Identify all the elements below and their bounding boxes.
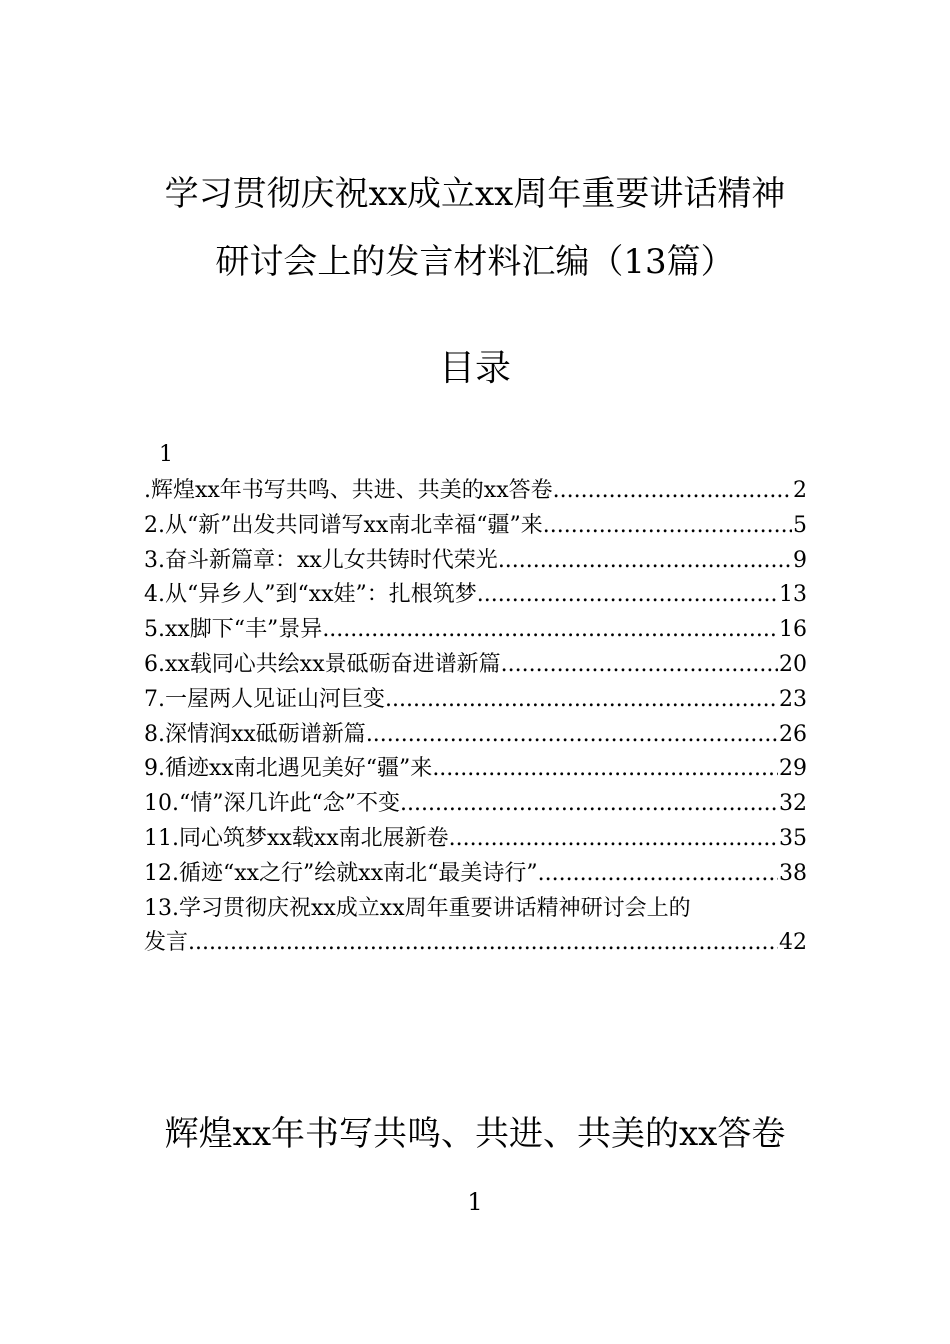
toc-entry-text: 8.深情润xx砥砺谱新篇 [144,721,366,747]
toc-entry-text: 12.循迹“xx之行”绘就xx南北“最美诗行” [144,860,538,886]
toc-entry-text: .辉煌xx年书写共鸣、共进、共美的xx答卷 [144,478,553,503]
toc-leader-dots [432,752,778,787]
toc-entry-page: 23 [779,686,807,712]
toc-leader-dots [501,648,778,683]
toc-entry-text: 13.学习贯彻庆祝xx成立xx周年重要讲话精神研讨会上的 [144,895,691,921]
toc-leader-dots [538,857,778,892]
toc-entry-text: 9.循迹xx南北遇见美好“疆”来 [144,756,433,782]
toc-leader-dots [449,822,778,857]
toc-entry-page: 26 [779,721,807,747]
toc-entry-2[interactable] [144,509,807,544]
toc-entry-page: 32 [779,791,807,817]
toc-first-number: 1 [159,442,173,467]
toc-entry-text: 7.一屋两人见证山河巨变 [144,686,385,712]
toc-entry-page: 35 [779,825,807,851]
toc-leader-dots [385,683,778,718]
toc-entry-text: 6.xx载同心共绘xx景砥砺奋进谱新篇 [144,651,501,677]
table-of-contents [144,474,807,961]
toc-leader-dots [477,578,778,613]
page-number: 1 [467,1188,483,1216]
toc-entry-13-line-2[interactable] [144,926,807,961]
toc-entry-page: 29 [779,756,807,782]
toc-leader-dots [498,544,792,579]
toc-leader-dots [366,718,778,753]
toc-leader-dots [553,474,792,509]
toc-entry-4[interactable] [144,578,807,613]
toc-leader-dots [322,613,778,648]
toc-leader-dots [543,509,792,544]
toc-entry-page: 5 [793,512,807,538]
toc-entry-3[interactable] [144,544,807,579]
toc-entry-page: 13 [779,582,807,608]
toc-entry-8[interactable] [144,718,807,753]
toc-entry-page: 38 [779,860,807,886]
document-title-line-2: 研讨会上的发言材料汇编（13篇） [215,242,735,282]
toc-entry-text: 4.从“异乡人”到“xx娃”：扎根筑梦 [144,582,477,608]
section-title: 辉煌xx年书写共鸣、共进、共美的xx答卷 [164,1114,786,1154]
toc-entry-text: 5.xx脚下“丰”景异 [144,617,323,643]
toc-entry-text: 2.从“新”出发共同谱写xx南北幸福“疆”来 [144,512,543,538]
toc-entry-7[interactable] [144,683,807,718]
toc-entry-12[interactable] [144,857,807,892]
document-title-line-1: 学习贯彻庆祝xx成立xx周年重要讲话精神 [164,174,786,214]
toc-entry-page: 42 [779,930,807,956]
toc-entry-6[interactable] [144,648,807,683]
toc-entry-1[interactable] [144,474,807,509]
toc-entry-text: 11.同心筑梦xx载xx南北展新卷 [144,825,449,851]
toc-entry-9[interactable] [144,752,807,787]
toc-entry-page: 16 [779,617,807,643]
toc-entry-page: 9 [793,547,807,573]
toc-entry-11[interactable] [144,822,807,857]
toc-entry-13-line-1[interactable] [144,892,807,927]
toc-entry-10[interactable] [144,787,807,822]
toc-entry-5[interactable] [144,613,807,648]
toc-entry-page: 20 [779,651,807,677]
toc-entry-page: 2 [793,478,807,503]
toc-entry-text: 3.奋斗新篇章：xx儿女共铸时代荣光 [144,547,498,573]
toc-entry-text: 发言 [144,930,189,956]
toc-leader-dots [188,926,778,961]
toc-leader-dots [400,787,778,822]
toc-heading: 目录 [438,348,511,389]
toc-entry-text: 10.“情”深几许此“念”不变 [144,791,400,817]
